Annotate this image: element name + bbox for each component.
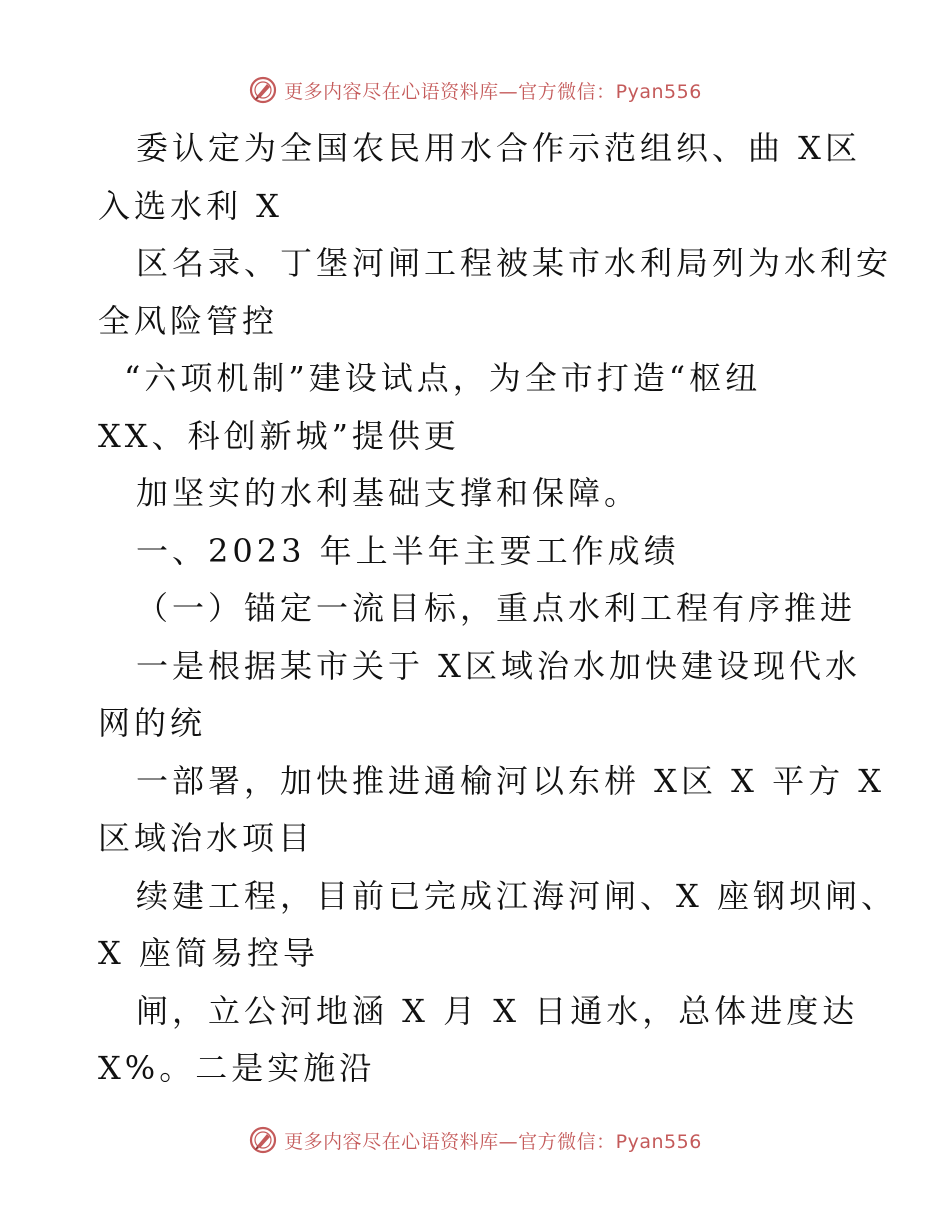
text-line: 闸，立公河地涵 X 月 X 日通水，总体进度达 (136, 991, 859, 1030)
watermark-text: 更多内容尽在心语资料库—官方微信：Pyan556 (284, 1130, 702, 1153)
text-line: 加坚实的水利基础支撑和保障。 (136, 474, 641, 512)
text-line: X%。二是实施沿 (98, 1049, 376, 1087)
text-line: 区名录、丁堡河闸工程被某市水利局列为水利安 (136, 244, 893, 282)
watermark-text: 更多内容尽在心语资料库—官方微信：Pyan556 (284, 80, 702, 103)
text-line: 网的统 (98, 704, 207, 742)
section-heading: 一、2023 年上半年主要工作成绩 (136, 531, 680, 570)
subsection-heading: （一）锚定一流目标，重点水利工程有序推进 (136, 589, 857, 627)
text-line: XX、科创新城”提供更 (98, 416, 460, 455)
header-watermark (0, 70, 950, 110)
text-line: “六项机制”建设试点，为全市打造“枢纽 (124, 359, 762, 397)
document-body (98, 120, 897, 1098)
text-line: 入选水利 X (98, 186, 283, 225)
text-line: 一部署，加快推进通榆河以东栟 X区 X 平方 X (136, 761, 886, 800)
pen-nib-circle-icon (248, 1125, 278, 1155)
text-line: 一是根据某市关于 X区域治水加快建设现代水 (136, 646, 861, 685)
text-line: 续建工程，目前已完成江海河闸、X 座钢坝闸、 (136, 876, 897, 915)
text-line: 区域治水项目 (98, 819, 315, 857)
footer-watermark (0, 1120, 950, 1160)
pen-nib-circle-icon (248, 75, 278, 105)
text-line: 全风险管控 (98, 301, 279, 340)
text-line: 委认定为全国农民用水合作示范组织、曲 X区 (136, 129, 861, 167)
text-line: X 座简易控导 (98, 934, 319, 972)
